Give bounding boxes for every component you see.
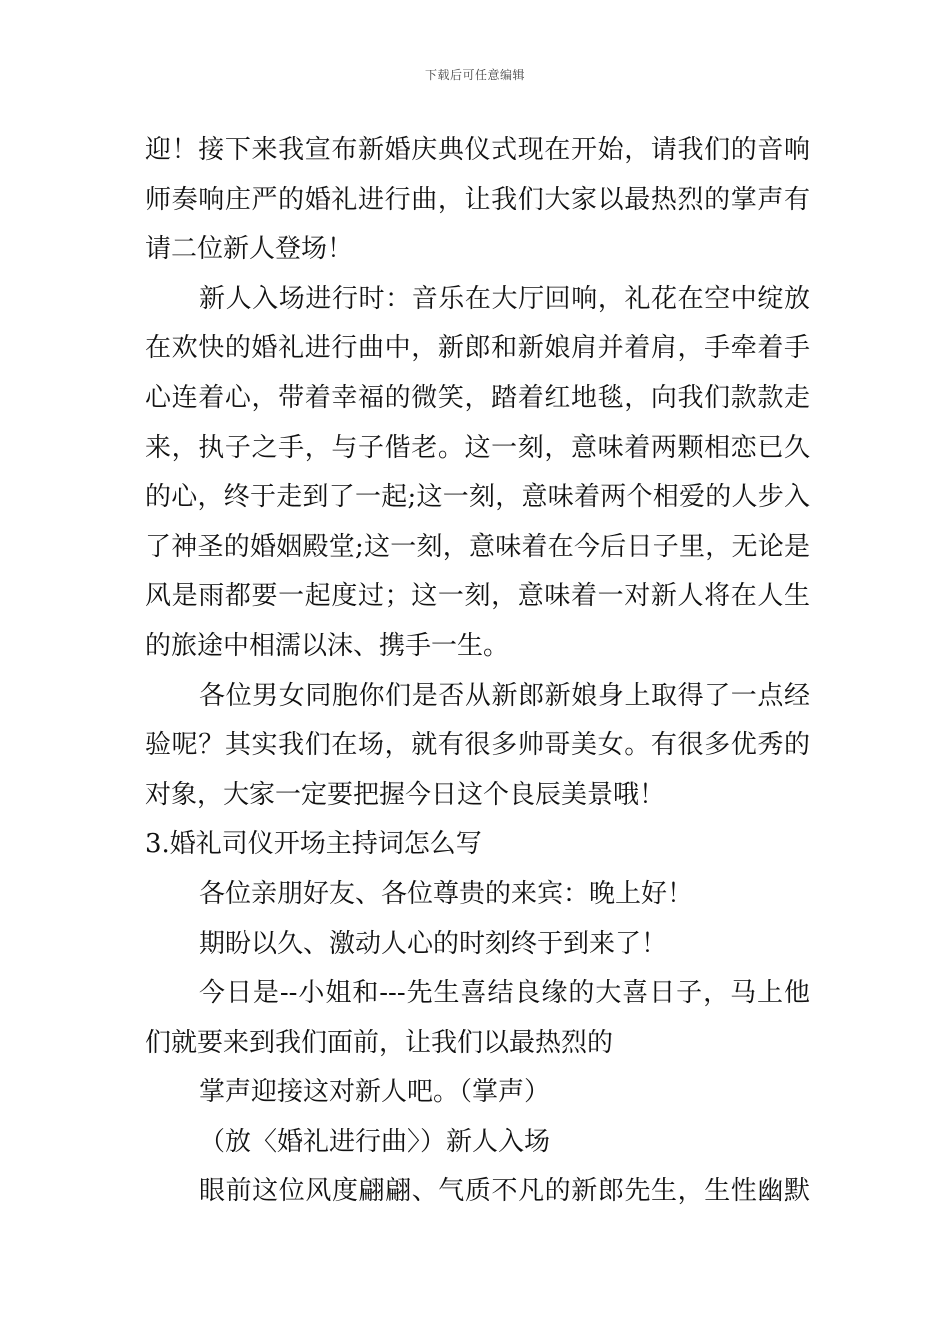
text-line: 掌声迎接这对新人吧。（掌声） xyxy=(199,1077,551,1108)
text-line: 的心，终于走到了一起;这一刻，意味着两个相爱的人步入 xyxy=(145,482,810,513)
page-header: 下载后可任意编辑 xyxy=(424,68,525,82)
text-line: 3.婚礼司仪开场主持词怎么写 xyxy=(145,829,482,860)
text-line: 了神圣的婚姻殿堂;这一刻，意味着在今后日子里，无论是 xyxy=(145,531,810,562)
text-line: 验呢？其实我们在场，就有很多帅哥美女。有很多优秀的 xyxy=(145,730,810,761)
text-line: 各位男女同胞你们是否从新郎新娘身上取得了一点经 xyxy=(199,680,810,711)
text-line: （放〈婚礼进行曲〉）新人入场 xyxy=(199,1126,551,1157)
text-line: 师奏响庄严的婚礼进行曲，让我们大家以最热烈的掌声有 xyxy=(145,184,810,215)
text-line: 风是雨都要一起度过；这一刻，意味着一对新人将在人生 xyxy=(145,581,810,612)
text-line: 眼前这位风度翩翩、气质不凡的新郎先生，生性幽默 xyxy=(199,1176,810,1207)
text-line: 心连着心，带着幸福的微笑，踏着红地毯，向我们款款走 xyxy=(145,382,810,413)
text-line: 来，执子之手，与子偕老。这一刻，意味着两颗相恋已久 xyxy=(145,432,810,463)
text-line: 对象，大家一定要把握今日这个良辰美景哦！ xyxy=(145,779,666,810)
text-line: 迎！接下来我宣布新婚庆典仪式现在开始，请我们的音响 xyxy=(145,135,810,165)
text-line: 各位亲朋好友、各位尊贵的来宾：晚上好！ xyxy=(199,878,694,909)
document-body xyxy=(145,126,810,1217)
text-line: 的旅途中相濡以沫、携手一生。 xyxy=(145,630,510,661)
text-line: 期盼以久、激动人心的时刻终于到来了！ xyxy=(199,928,668,959)
text-line: 今日是--小姐和---先生喜结良缘的大喜日子，马上他 xyxy=(199,978,810,1009)
text-line: 新人入场进行时：音乐在大厅回响，礼花在空中绽放 xyxy=(199,283,810,314)
text-line: 请二位新人登场！ xyxy=(145,234,354,265)
text-line: 在欢快的婚礼进行曲中，新郎和新娘肩并着肩，手牵着手 xyxy=(145,333,810,364)
text-line: 们就要来到我们面前，让我们以最热烈的 xyxy=(145,1027,614,1058)
